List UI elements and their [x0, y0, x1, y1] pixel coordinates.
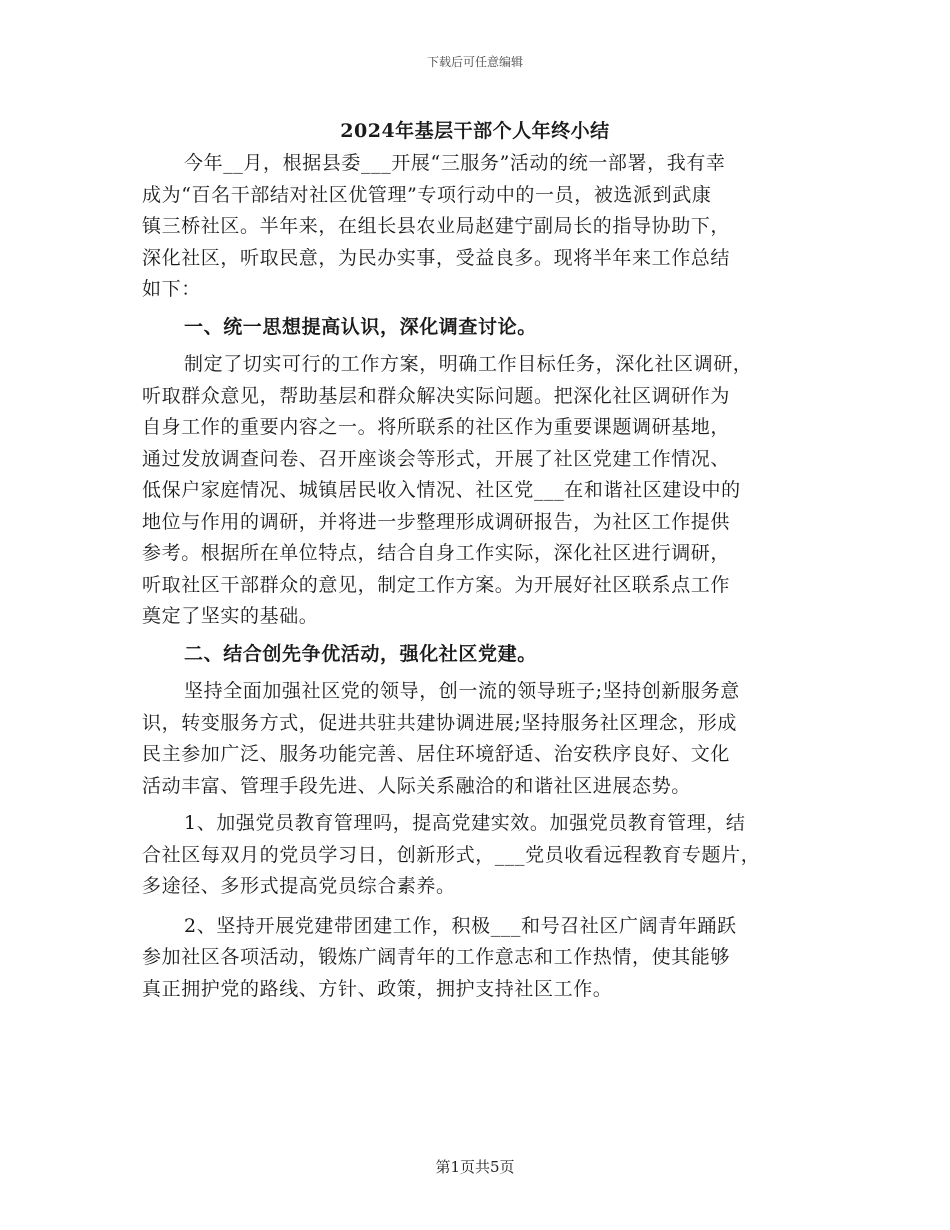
text-line: 如下： — [142, 278, 201, 300]
text-line: 通过发放调查问卷、召开座谈会等形式，开展了社区党建工作情况、 — [142, 447, 731, 470]
text-line: 合社区每双月的党员学习日，创新形式，___党员收看远程教育专题片， — [142, 843, 761, 866]
text-line: 自身工作的重要内容之一。将所联系的社区作为重要课题调研基地， — [142, 416, 731, 438]
text-line: 镇三桥社区。半年来，在组长县农业局赵建宁副局长的指导协助下， — [142, 215, 731, 237]
text-line: 参加社区各项活动，锻炼广阔青年的工作意志和工作热情，使其能够 — [142, 946, 731, 968]
text-line: 深化社区，听取民意，为民办实事，受益良多。现将半年来工作总结 — [142, 246, 731, 269]
text-line: 奠定了坚实的基础。 — [142, 605, 319, 627]
page-indicator: 第1页共5页 — [435, 1158, 515, 1176]
text-line: 听取社区干部群众的意见，制定工作方案。为开展好社区联系点工作 — [142, 573, 731, 596]
text-line: 民主参加广泛、服务功能完善、居住环境舒适、治安秩序良好、文化 — [142, 743, 731, 765]
text-line: 参考。根据所在单位特点，结合自身工作实际，深化社区进行调研， — [142, 542, 731, 564]
text-line: 真正拥护党的路线、方针、政策，拥护支持社区工作。 — [142, 977, 613, 1000]
text-line: 2、坚持开展党建带团建工作，积极___和号召社区广阔青年踊跃 — [184, 914, 737, 937]
text-line: 活动丰富、管理手段先进、人际关系融洽的和谐社区进展态势。 — [142, 774, 691, 797]
section-2-paragraph — [142, 676, 818, 802]
text-line: 1、加强党员教育管理吗，提高党建实效。加强党员教育管理，结 — [184, 812, 746, 834]
text-line: 制定了切实可行的工作方案，明确工作目标任务，深化社区调研， — [184, 353, 753, 375]
text-line: 坚持全面加强社区党的领导，创一流的领导班子;坚持创新服务意 — [184, 680, 740, 702]
text-line: 识，转变服务方式，促进共驻共建协调进展;坚持服务社区理念，形成 — [142, 711, 738, 734]
list-item-2 — [142, 911, 818, 1006]
list-item-1 — [142, 808, 818, 903]
document-body — [142, 148, 818, 1005]
text-line: 低保户家庭情况、城镇居民收入情况、社区党___在和谐社区建设中的 — [142, 479, 741, 501]
text-line: 听取群众意见，帮助基层和群众解决实际问题。把深化社区调研作为 — [142, 384, 731, 407]
text-line: 多途径、多形式提高党员综合素养。 — [142, 875, 456, 897]
section-heading-2: 二、结合创先争优活动，强化社区党建。 — [184, 642, 537, 665]
text-line: 今年__月，根据县委___开展“三服务”活动的统一部署，我有幸 — [184, 152, 726, 174]
page-header-note: 下载后可任意编辑 — [426, 55, 523, 69]
section-heading-1: 一、统一思想提高认识，深化调查讨论。 — [184, 315, 537, 338]
text-line: 成为“百名干部结对社区优管理”专项行动中的一员，被选派到武康 — [142, 183, 712, 206]
intro-paragraph — [142, 148, 818, 306]
section-1-paragraph — [142, 349, 818, 633]
document-title: 2024年基层干部个人年终小结 — [340, 120, 610, 142]
text-line: 地位与作用的调研，并将进一步整理形成调研报告，为社区工作提供 — [142, 510, 731, 533]
